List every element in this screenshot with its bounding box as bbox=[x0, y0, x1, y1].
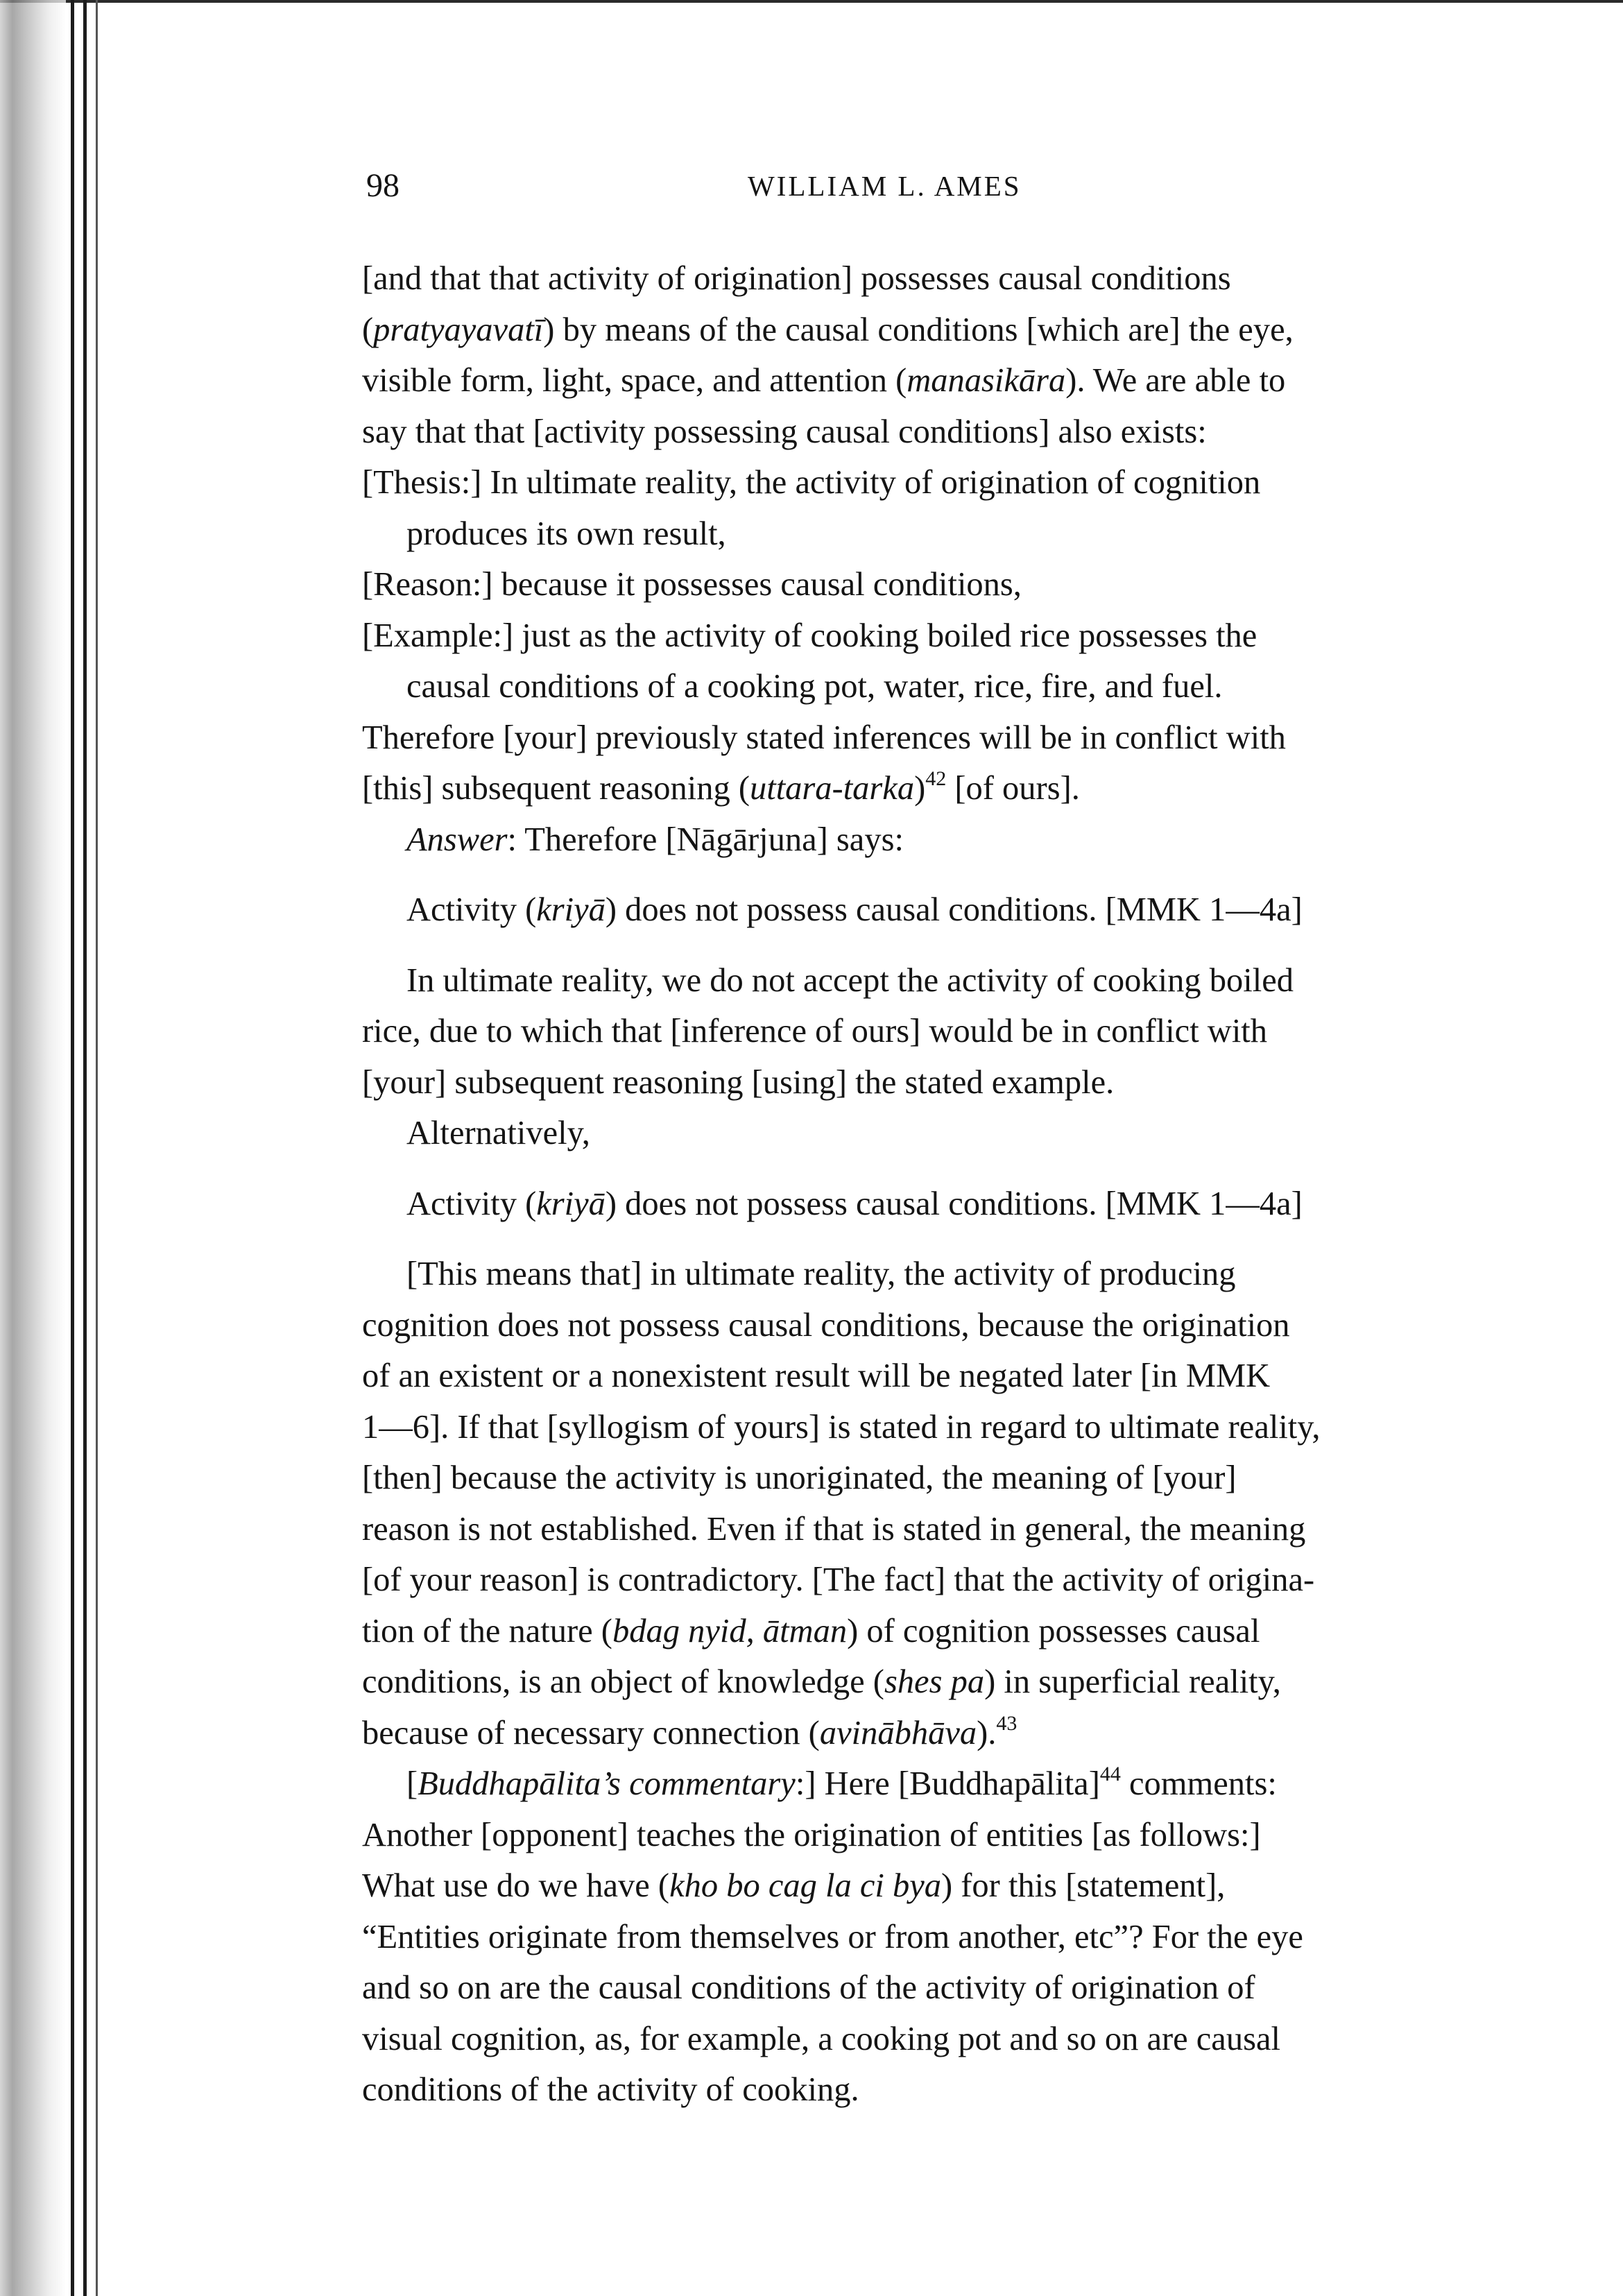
text-span: Activity ( bbox=[406, 1185, 537, 1222]
text-line: In ultimate reality, we do not accept the activity of cooking boiled bbox=[406, 961, 1294, 999]
text-line bbox=[362, 763, 1541, 814]
term-italic: kriyā bbox=[536, 891, 606, 928]
thesis-line: [Thesis:] In ultimate reality, the activity of origination of cognition bbox=[362, 464, 1261, 501]
text-span: : Therefore [Nāgārjuna] says: bbox=[507, 821, 904, 858]
term-italic: Buddhapālita’s commentary bbox=[418, 1765, 796, 1802]
paragraph-explanation bbox=[362, 1249, 1541, 1758]
text-span: [of ours]. bbox=[946, 770, 1080, 807]
footnote-ref: 44 bbox=[1099, 1763, 1121, 1785]
text-line: conditions of the activity of cooking. bbox=[362, 2071, 859, 2108]
text-span: ). bbox=[977, 1714, 997, 1751]
thesis-continuation: produces its own result, bbox=[406, 515, 726, 552]
answer-line bbox=[362, 814, 1541, 866]
text-span: ) of cognition possesses causal bbox=[847, 1612, 1260, 1650]
text-line: reason is not established. Even if that is stated in general, the meaning bbox=[362, 1510, 1306, 1548]
text-line: and so on are the causal conditions of the activity of origination of bbox=[362, 1969, 1255, 2006]
term-italic: uttara-tarka bbox=[749, 770, 915, 807]
text-line: [This means that] in ultimate reality, the activity of producing bbox=[406, 1256, 1236, 1292]
running-title: WILLIAM L. AMES bbox=[748, 170, 1022, 202]
text-span: What use do we have ( bbox=[362, 1867, 670, 1904]
paragraph-buddhapalita bbox=[362, 1758, 1541, 2116]
text-line: (pratyayavatī) by means of the causal conditions [which are] the eye, bbox=[362, 311, 1294, 348]
text-line: 1—6]. If that [syllogism of yours] is stated in regard to ultimate reality, bbox=[362, 1408, 1321, 1446]
text-span: ) in superficial reality, bbox=[984, 1663, 1281, 1700]
binding-edge-line bbox=[71, 0, 74, 2296]
text-span: comments: bbox=[1120, 1765, 1277, 1802]
text-line bbox=[362, 1758, 1541, 1810]
main-text bbox=[362, 253, 1541, 2116]
term-italic: kho bo cag la ci bya bbox=[669, 1867, 941, 1904]
binding-edge-line bbox=[83, 0, 87, 2296]
text-line: visual cognition, as, for example, a cooking pot and so on are causal bbox=[362, 2020, 1280, 2057]
text-line: [and that that activity of origination] possesses causal conditions bbox=[362, 260, 1231, 297]
text-span: ) for this [statement], bbox=[941, 1867, 1226, 1904]
text-line: [your] subsequent reasoning [using] the stated example. bbox=[362, 1063, 1115, 1101]
text-line: say that that [activity possessing causal conditions] also exists: bbox=[362, 413, 1207, 450]
text-span: ) bbox=[914, 770, 926, 807]
text-span: Activity ( bbox=[406, 891, 537, 928]
text-line bbox=[362, 1860, 1541, 1912]
paragraph-reply bbox=[362, 955, 1541, 1159]
binding-edge-line bbox=[96, 0, 98, 2296]
text-span: ) does not possess causal conditions. [MMK 1—4a] bbox=[605, 1185, 1303, 1222]
text-span: [ bbox=[406, 1765, 418, 1802]
example-line: [Example:] just as the activity of cooking boiled rice possesses the bbox=[362, 617, 1257, 654]
text-line: Alternatively, bbox=[406, 1115, 590, 1151]
term-italic: pratyayavatī bbox=[373, 311, 544, 348]
text-span: ) by means of the causal conditions [which are] the eye, bbox=[543, 311, 1294, 348]
text-span: because of necessary connection ( bbox=[362, 1714, 820, 1751]
paragraph-therefore bbox=[362, 712, 1541, 866]
term-italic: kriyā bbox=[536, 1185, 606, 1222]
text-line: [then] because the activity is unoriginated, the meaning of [your] bbox=[362, 1459, 1237, 1496]
text-span: tion of the nature ( bbox=[362, 1612, 612, 1650]
term-italic: shes pa bbox=[884, 1663, 985, 1700]
term-italic: bdag nyid, ātman bbox=[612, 1612, 848, 1650]
running-head bbox=[366, 166, 1531, 208]
text-line bbox=[362, 1708, 1541, 1759]
text-span: ). We are able to bbox=[1065, 362, 1286, 399]
text-line bbox=[362, 1656, 1541, 1708]
text-line bbox=[362, 355, 1541, 406]
reason-line: [Reason:] because it possesses causal conditions, bbox=[362, 566, 1022, 603]
text-line bbox=[362, 1606, 1541, 1657]
footnote-ref: 42 bbox=[925, 767, 947, 790]
text-span: [this] subsequent reasoning ( bbox=[362, 770, 750, 807]
text-span: ) does not possess causal conditions. [MMK 1—4a] bbox=[605, 891, 1303, 928]
text-line: [of your reason] is contradictory. [The fact] that the activity of origina- bbox=[362, 1561, 1315, 1598]
verse-quote bbox=[362, 884, 1541, 936]
text-line: of an existent or a nonexistent result will be negated later [in MMK bbox=[362, 1357, 1271, 1394]
text-line: rice, due to which that [inference of ours] would be in conflict with bbox=[362, 1013, 1268, 1050]
term-italic: avinābhāva bbox=[819, 1714, 977, 1751]
text-line: “Entities originate from themselves or from another, etc”? For the eye bbox=[362, 1918, 1303, 1955]
top-border-rule bbox=[0, 0, 1623, 3]
text-line: Therefore [your] previously stated inferences will be in conflict with bbox=[362, 719, 1286, 756]
syllogism bbox=[362, 457, 1541, 712]
binding-gutter-shadow bbox=[0, 0, 66, 2296]
example-continuation: causal conditions of a cooking pot, water, rice, fire, and fuel. bbox=[406, 668, 1223, 705]
footnote-ref: 43 bbox=[996, 1711, 1017, 1735]
text-line: Another [opponent] teaches the origination of entities [as follows:] bbox=[362, 1816, 1261, 1853]
term-italic: manasikāra bbox=[907, 362, 1066, 399]
page-number: 98 bbox=[366, 167, 400, 204]
verse-quote bbox=[362, 1179, 1541, 1230]
text-span: conditions, is an object of knowledge ( bbox=[362, 1663, 884, 1700]
paragraph-opponent-claim bbox=[362, 253, 1541, 457]
text-span: :] Here [Buddhapālita] bbox=[795, 1765, 1100, 1802]
text-span: visible form, light, space, and attention ( bbox=[362, 362, 907, 399]
answer-label: Answer bbox=[406, 821, 508, 858]
text-line: cognition does not possess causal conditions, because the origination bbox=[362, 1306, 1290, 1344]
